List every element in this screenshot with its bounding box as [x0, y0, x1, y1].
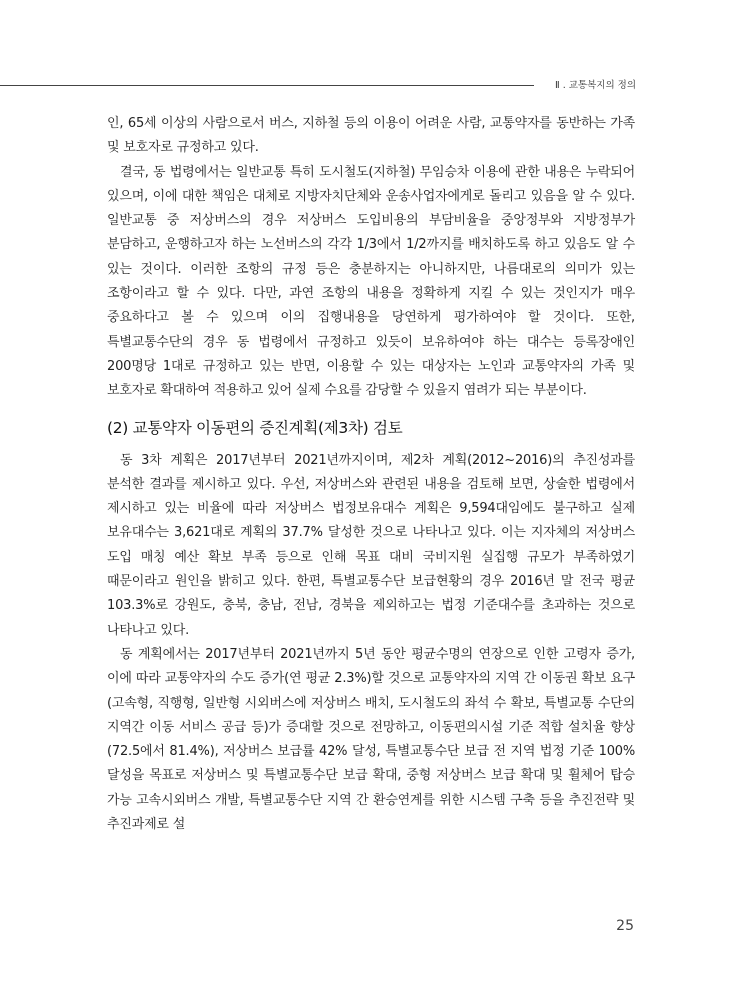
body-paragraph-2: 결국, 동 법령에서는 일반교통 특히 도시철도(지하철) 무임승차 이용에 관한 내용은 누락되어 있으며, 이에 대한 책임은 대체로 지방자치단체와 운송사업자에게로 돌리고 있음을 알 수 있다. 일반교통 중 저상버스의 경우 저상버스 도입비용의 부담비율을 중앙정부와 지방정부가 분담하고, 운행하고자 하는 노선버스의 각각 1/3에서 1/2까지를 배치하도록 하고 있음도 알 수 있는 것이다. 이러한 조항의 규정 등은 충분하지는 아니하지만, 나름대로의 의미가 있는 조항이라고 할 수 있다. 다만, 과연 조항의 내용을 정확하게 지킬 수 있는 것인지가 매우 중요하다고 볼 수 있으며 이의 집행내용을 당연하게 평가하여야 할 것이다. 또한, 특별교통수단의 경우 동 법령에서 규정하고 있듯이 보유하여야 하는 대수는 등록장애인 200명당 1대로 규정하고 있는 반면, 이용할 수 있는 대상자는 노인과 교통약자의 가족 및 보호자로 확대하여 적용하고 있어 실제 수요를 감당할 수 있을지 염려가 되는 부분이다. [107, 164, 635, 399]
body-paragraph-1: 인, 65세 이상의 사람으로서 버스, 지하철 등의 이용이 어려운 사람, 교통약자를 동반하는 가족 및 보호자로 규정하고 있다. [107, 116, 635, 156]
body-paragraph-4: 동 계획에서는 2017년부터 2021년까지 5년 동안 평균수명의 연장으로 인한 고령자 증가, 이에 따라 교통약자의 수도 증가(연 평균 2.3%)할 것으로 교통약자의 지역 간 이동권 확보 요구(고속형, 직행형, 일반형 시외버스에 저상버스 배치, 도시철도의 좌석 수 확보, 특별교통 수단의 지역간 이동 서비스 공급 등)가 증대할 것으로 전망하고, 이동편의시설 기준 적합 설치율 향상(72.5에서 81.4%), 저상버스 보급률 42% 달성, 특별교통수단 보급 전 지역 법정 기준 100% 달성을 목표로 저상버스 및 특별교통수단 보급 확대, 중형 저상버스 보급 확대 및 휠체어 탑승 가능 고속시외버스 개발, 특별교통수단 지역 간 환승연계를 위한 시스템 구축 등을 추진전략 및 추진과제로 설 [107, 646, 635, 833]
running-header: Ⅱ . 교통복지의 정의 [555, 80, 636, 91]
header-rule [0, 85, 534, 86]
body-paragraph-3: 동 3차 계획은 2017년부터 2021년까지이며, 제2차 계획(2012~2016)의 추진성과를 분석한 결과를 제시하고 있다. 우선, 저상버스와 관련된 내용을 검토해 보면, 상술한 법령에서 제시하고 있는 비율에 따라 저상버스 법정보유대수 계획은 9,594대임에도 불구하고 실제 보유대수는 3,621대로 계획의 37.7% 달성한 것으로 나타나고 있다. 이는 지자체의 저상버스 도입 매칭 예산 확보 부족 등으로 인해 목표 대비 국비지원 실집행 규모가 부족하였기 때문이라고 원인을 밝히고 있다. 한편, 특별교통수단 보급현황의 경우 2016년 말 전국 평균 103.3%로 강원도, 충북, 충남, 전남, 경북을 제외하고는 법정 기준대수를 초과하는 것으로 나타나고 있다. [107, 452, 635, 638]
page-number: 25 [616, 918, 634, 934]
page-body [107, 112, 635, 837]
section-heading: (2) 교통약자 이동편의 증진계획(제3차) 검토 [107, 418, 403, 437]
